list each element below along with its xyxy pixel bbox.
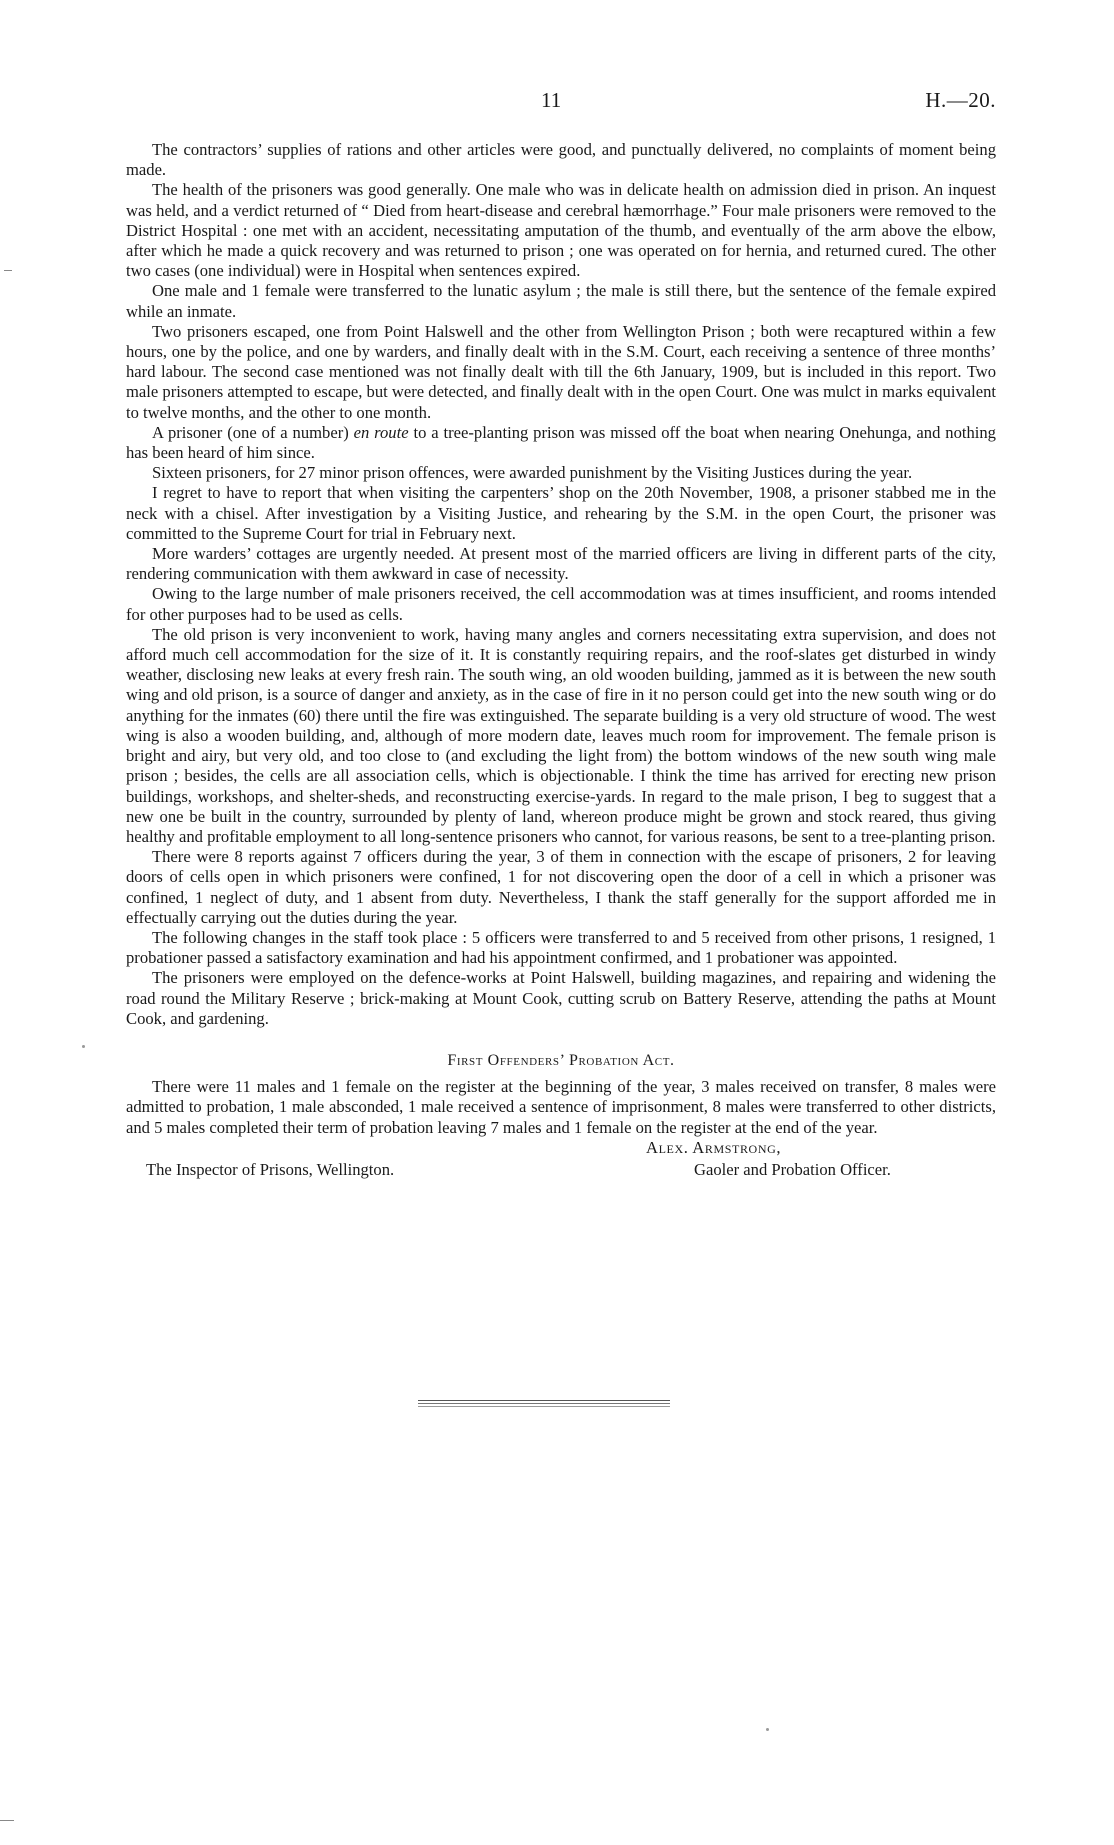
rule-line xyxy=(418,1400,670,1401)
page-header xyxy=(0,88,1114,118)
scan-margin-mark xyxy=(4,270,12,271)
paragraph-rations: The contractors’ supplies of rations and other articles were good, and punctually delivered, no complaints of moment being made. xyxy=(126,140,996,180)
en-route-italic: en route xyxy=(353,422,409,442)
paragraph-cottages: More warders’ cottages are urgently needed. At present most of the married officers are living in different parts of the city, rendering communication with them awkward in case of necessity. xyxy=(126,544,996,584)
paragraph-escapes: Two prisoners escaped, one from Point Halswell and the other from Wellington Prison ; both were recaptured within a few hours, one by the police, and one by warders, and finally dealt with in the S.M. Court, each receiving a sentence of three months’ hard labour. The second case mentioned was not finally dealt with till the 6th January, 1909, but is included in this report. Two male prisoners attempted to escape, but were detected, and finally dealt with in the open Court. One was mulct in marks equivalent to twelve months, and the other to one month. xyxy=(126,321,996,422)
scan-dot xyxy=(82,1045,85,1048)
paragraph-old-prison: The old prison is very inconvenient to work, having many angles and corners necessitating extra supervision, and does not afford much cell accommodation for the size of it. It is constantly requiring repairs, and the roof-slates get disturbed in windy weather, disclosing new leaks at every fresh rain. The south wing, an old wooden building, jammed as it is between the new south wing and old prison, is a source of danger and anxiety, as in the case of fire in it no person could get into the new south wing or do anything for the inmates (60) there until the fire was extinguished. The separate building is a very old structure of wood. The west wing is also a wooden building, and, although of more modern date, leaves much room for improvement. The female prison is bright and airy, but very old, and too close to (and excluding the light from) the bottom windows of the new south wing male prison ; besides, the cells are all association cells, which is objectionable. I think the time has arrived for erecting new prison buildings, workshops, and shelter-sheds, and reconstructing exercise-yards. In regard to the male prison, I beg to suggest that a new one be built in the country, surrounded by plenty of land, whereon produce might be grown and stock reared, thus giving healthy and profitable employment to all long-sentence prisoners who cannot, for various reasons, be sent to a tree-planting prison. xyxy=(126,624,996,846)
paragraph-employment: The prisoners were employed on the defence-works at Point Halswell, building magazines, and repairing and widening the road round the Military Reserve ; brick-making at Mount Cook, cutting scrub on Battery Reserve, attending the paths at Mount Cook, and gardening. xyxy=(126,968,996,1028)
paragraph-probation: There were 11 males and 1 female on the register at the beginning of the year, 3 males received on transfer, 8 males were admitted to probation, 1 male absconded, 1 male received a sentence of imprisonment, 8 males were transferred to other districts, and 5 males completed their term of probation leaving 7 males and 1 female on the register at the end of the year. xyxy=(126,1077,996,1137)
paragraph-staff-changes: The following changes in the staff took place : 5 officers were transferred to and 5 received from other prisons, 1 resigned, 1 probationer passed a satisfactory examination and had his appointment confirmed, and 1 probationer was appointed. xyxy=(126,927,996,968)
closing-rule xyxy=(418,1400,670,1410)
addressee: The Inspector of Prisons, Wellington. xyxy=(146,1159,395,1179)
scan-dot xyxy=(766,1728,769,1731)
paragraph-officer-reports: There were 8 reports against 7 officers during the year, 3 of them in connection with the escape of prisoners, 2 for leaving doors of cells open in which prisoners were confined, 1 for not discovering open the door of a cell in which a prisoner was confined, 1 neglect of duty, and 1 absent from duty. Nevertheless, I thank the staff generally for the support afforded me in effectually carrying out the duties during the year. xyxy=(126,847,996,927)
signatory-name: Alex. Armstrong, xyxy=(646,1137,782,1157)
paragraph-offences: Sixteen prisoners, for 27 minor prison offences, were awarded punishment by the Visiting Justices during the year. xyxy=(152,463,913,483)
page-number: 11 xyxy=(541,88,562,112)
scan-margin-mark xyxy=(0,1820,14,1821)
paragraph-stabbing: I regret to have to report that when visiting the carpenters’ shop on the 20th November, 1908, a prisoner stabbed me in the neck with a chisel. After investigation by a Visiting Justice, and rehearing by the S.M. in the open Court, the prisoner was committed to the Supreme Court for trial in February next. xyxy=(126,483,996,543)
rule-line xyxy=(418,1406,670,1407)
en-route-after: to a tree-planting prison was missed off the boat when nearing Onehunga, and nothing has been heard of him since. xyxy=(126,422,996,463)
report-body xyxy=(126,140,996,1182)
rule-line xyxy=(418,1403,670,1404)
paragraph-accommodation: Owing to the large number of male prisoners received, the cell accommodation was at times insufficient, and rooms intended for other purposes had to be used as cells. xyxy=(126,584,996,624)
paragraph-health: The health of the prisoners was good generally. One male who was in delicate health on admission died in prison. An inquest was held, and a verdict returned of “ Died from heart-disease and cerebral hæmorrhage.” Four male prisoners were removed to the District Hospital : one met with an accident, necessitating amputation of the thumb, and eventually of the arm above the elbow, after which he made a quick recovery and was returned to prison ; one was operated on for hernia, and returned cured. The other two cases (one individual) were in Hospital when sentences expired. xyxy=(126,180,996,281)
section-heading-probation: First Offenders’ Probation Act. xyxy=(447,1051,675,1069)
paragraph-en-route xyxy=(126,423,996,463)
en-route-before: A prisoner (one of a number) xyxy=(152,422,354,442)
signatory-title: Gaoler and Probation Officer. xyxy=(694,1159,891,1179)
paragraph-lunatic-asylum: One male and 1 female were transferred to the lunatic asylum ; the male is still there, but the sentence of the female expired while an inmate. xyxy=(126,281,996,321)
document-reference: H.—20. xyxy=(925,88,996,112)
signature-block xyxy=(126,1138,996,1182)
